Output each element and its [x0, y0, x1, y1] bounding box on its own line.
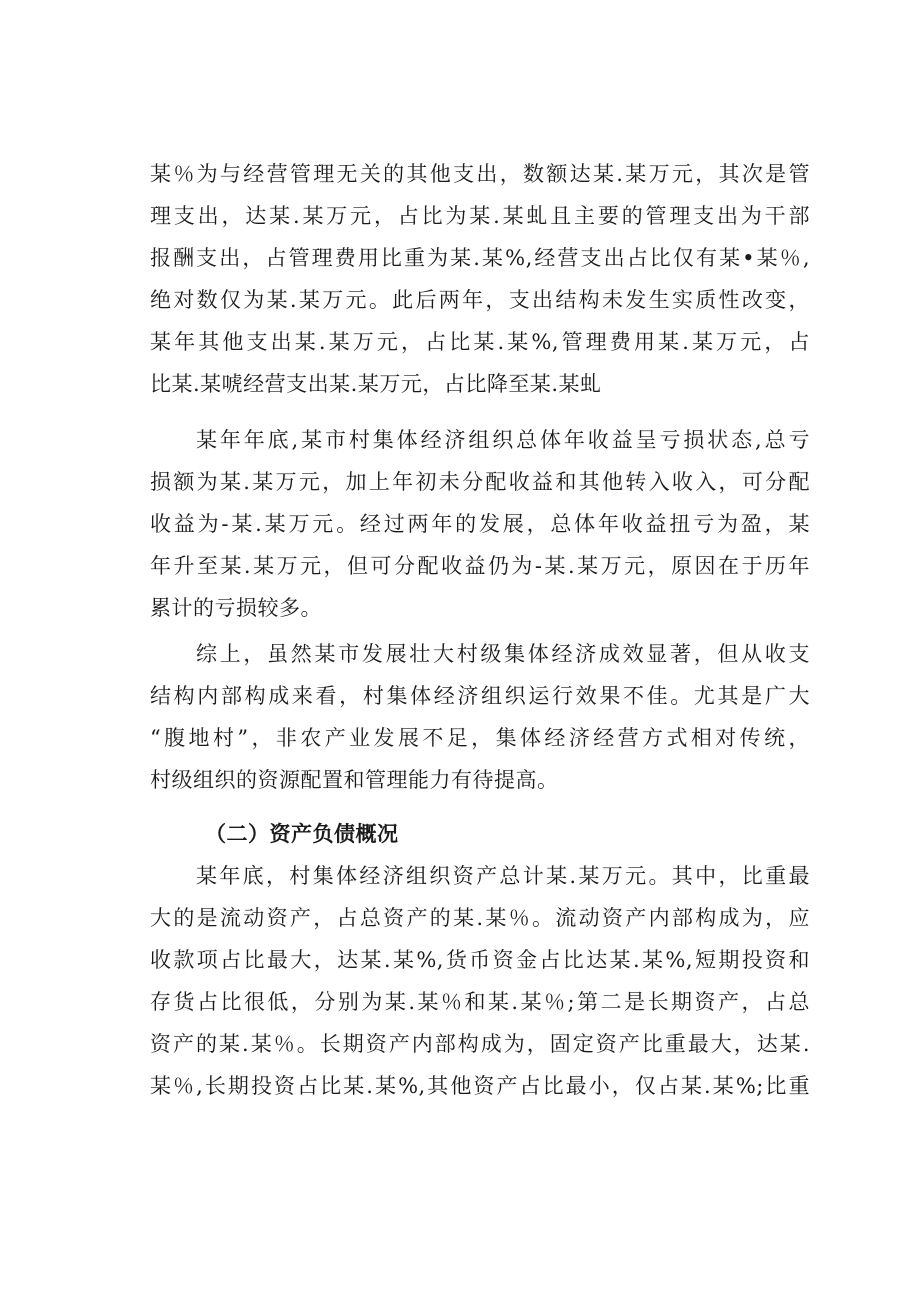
paragraph-assets	[150, 855, 810, 1107]
paragraph-summary	[150, 633, 810, 801]
text-line: 报酬支出，占管理费用比重为某.某%,经营支出占比仅有某•某％,	[150, 246, 810, 270]
text-line: 损额为某.某万元，加上年初未分配收益和其他转入收入，可分配	[150, 470, 810, 494]
text-line: 某年年底,某市村集体经济组织总体年收益呈亏损状态,总亏	[196, 428, 810, 452]
text-line: 年升至某.某万元，但可分配收益仍为-某.某万元，原因在于历年	[150, 554, 810, 578]
text-line: 结构内部构成来看，村集体经济组织运行效果不佳。尤其是广大	[150, 684, 810, 708]
text-line: 存货占比很低，分别为某.某％和某.某％;第二是长期资产，占总	[150, 990, 810, 1014]
text-line: 收益为-某.某万元。经过两年的发展，总体年收益扭亏为盈，某	[150, 512, 810, 536]
paragraph-annual-income	[150, 419, 810, 629]
text-line: 累计的亏损较多。	[150, 596, 322, 620]
text-line: 某％为与经营管理无关的其他支出，数额达某.某万元，其次是管	[150, 162, 810, 186]
paragraph-expense-structure	[150, 153, 810, 405]
text-line: 某年其他支出某.某万元，占比某.某%,管理费用某.某万元，占	[150, 330, 810, 354]
section-heading: （二）资产负债概况	[205, 821, 399, 846]
text-line: 绝对数仅为某.某万元。此后两年，支出结构未发生实质性改变，	[150, 288, 810, 312]
text-line: 综上，虽然某市发展壮大村级集体经济成效显著，但从收支	[196, 642, 810, 666]
text-line: 比某.某唬经营支出某.某万元，占比降至某.某虬	[150, 372, 602, 396]
text-line: 资产的某.某％。长期资产内部构成为，固定资产比重最大，达某.	[150, 1032, 810, 1056]
text-line: 村级组织的资源配置和管理能力有待提高。	[150, 768, 559, 792]
text-line: 收款项占比最大，达某.某%,货币资金占比达某.某%,短期投资和	[150, 948, 810, 972]
text-line: 理支出，达某.某万元，占比为某.某虬且主要的管理支出为干部	[150, 204, 810, 228]
text-line: 某年底，村集体经济组织资产总计某.某万元。其中，比重最	[196, 864, 810, 888]
text-line: 大的是流动资产，占总资产的某.某％。流动资产内部构成为，应	[150, 906, 810, 930]
text-line: 某％,长期投资占比某.某%,其他资产占比最小，仅占某.某%;比重	[150, 1074, 810, 1098]
text-line: “腹地村”，非农产业发展不足，集体经济经营方式相对传统，	[150, 726, 810, 750]
